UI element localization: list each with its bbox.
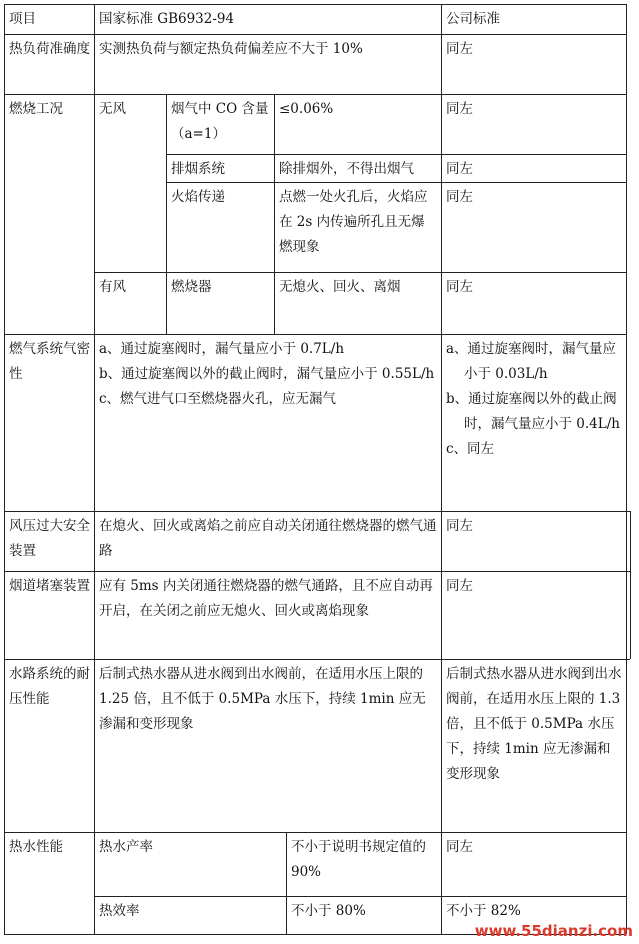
- hot-water-name: 热水性能: [9, 839, 63, 855]
- gas-tightness-company: [441, 334, 626, 462]
- burner-company: 同左: [446, 279, 473, 295]
- heat-load-national: 实测热负荷与额定热负荷偏差应不大于 10%: [99, 41, 363, 57]
- flame-company: 同左: [446, 189, 473, 205]
- exhaust-value: 除排烟外，不得出烟气: [279, 161, 414, 177]
- header-national: 国家标准 GB6932-94: [99, 11, 235, 27]
- header-item: 项目: [9, 11, 36, 27]
- water-pressure-company: 后制式热水器从进水阀到出水阀前，在适用水压上限的 1.3 倍，且不低于 0.5MPa 水压下，持续 1min 应无渗漏和变形现象: [446, 666, 622, 782]
- header-company: 公司标准: [446, 11, 500, 27]
- gas-company-item: a、通过旋塞阀时，漏气量应小于 0.03L/h: [446, 341, 617, 382]
- exhaust-company: 同左: [446, 161, 473, 177]
- heat-load-name: 热负荷准确度: [9, 41, 90, 57]
- table-border: [94, 4, 95, 934]
- table-border: [626, 4, 627, 934]
- co-label: 烟气中 CO 含量（a=1）: [171, 101, 269, 142]
- combustion-no-wind: 无风: [99, 101, 126, 117]
- combustion-name: 燃烧工况: [9, 101, 63, 117]
- eff-company: 不小于 82%: [446, 903, 521, 919]
- overpressure-name: 风压过大安全装置: [9, 518, 90, 559]
- water-pressure-name: 水路系统的耐压性能: [9, 666, 90, 707]
- overpressure-national: 在熄火、回火或离焰之前应自动关闭通往燃烧器的燃气通路: [99, 518, 437, 559]
- rate-company: 同左: [446, 839, 473, 855]
- watermark: www.55dianzi.com: [474, 922, 633, 940]
- co-company: 同左: [446, 101, 473, 117]
- overpressure-company: 同左: [446, 518, 473, 534]
- burner-value: 无熄火、回火、离烟: [279, 279, 401, 295]
- heat-load-company: 同左: [446, 41, 473, 57]
- combustion-wind: 有风: [99, 279, 126, 295]
- rate-value: 不小于说明书规定值的 90%: [291, 839, 426, 880]
- burner-label: 燃烧器: [171, 279, 212, 295]
- table-border: [441, 4, 442, 934]
- flame-label: 火焰传递: [171, 189, 225, 205]
- gas-tightness-national: [94, 334, 441, 412]
- rate-label: 热水产率: [99, 839, 153, 855]
- eff-value: 不小于 80%: [291, 903, 366, 919]
- gas-company-item: b、通过旋塞阀以外的截止阀时，漏气量应小于 0.4L/h: [446, 391, 620, 432]
- co-value: ≤0.06%: [279, 101, 334, 117]
- gas-national-item: b、通过旋塞阀以外的截止阀时，漏气量应小于 0.55L/h: [99, 366, 435, 382]
- gas-national-item: c、燃气进气口至燃烧器火孔，应无漏气: [99, 391, 337, 407]
- table-border: [4, 4, 5, 934]
- water-pressure-national: 后制式热水器从进水阀到出水阀前，在适用水压上限的 1.25 倍，且不低于 0.5MPa 水压下，持续 1min 应无渗漏和变形现象: [99, 666, 426, 732]
- exhaust-label: 排烟系统: [171, 161, 225, 177]
- gas-company-item: c、同左: [446, 441, 495, 457]
- flue-block-name: 烟道堵塞装置: [9, 578, 90, 594]
- flame-value: 点燃一处火孔后，火焰应在 2s 内传遍所孔且无爆燃现象: [279, 189, 428, 255]
- eff-label: 热效率: [99, 903, 140, 919]
- gas-tightness-name: 燃气系统气密性: [9, 341, 90, 382]
- flue-block-company: 同左: [446, 578, 473, 594]
- gas-national-item: a、通过旋塞阀时，漏气量应小于 0.7L/h: [99, 341, 345, 357]
- flue-block-national: 应有 5ms 内关闭通往燃烧器的燃气通路，且不应自动再开启，在关闭之前应无熄火、回火或离焰现象: [99, 578, 433, 619]
- table-border: [630, 511, 631, 659]
